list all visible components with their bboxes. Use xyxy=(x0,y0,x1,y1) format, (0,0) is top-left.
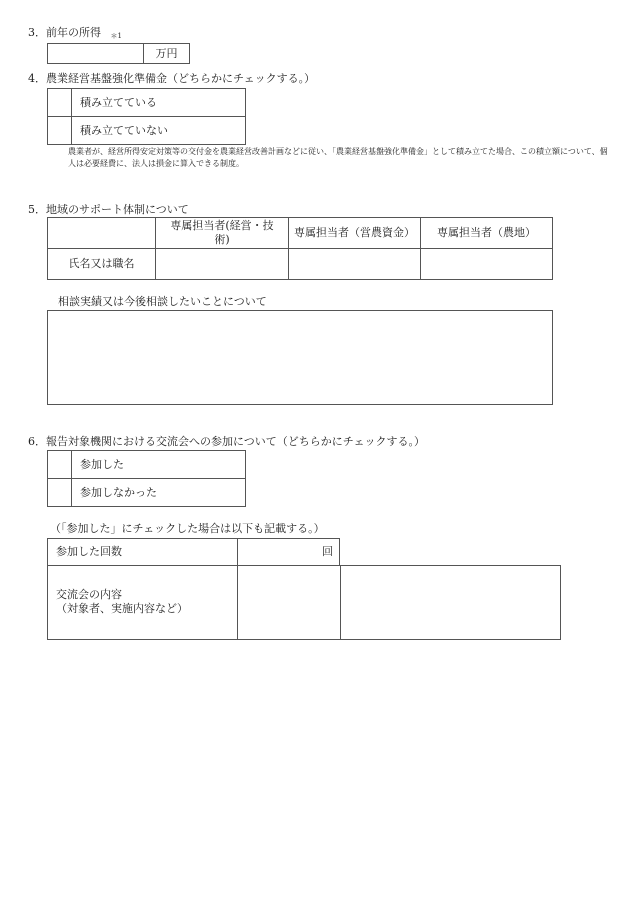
support-name-farmland-input[interactable] xyxy=(420,248,553,280)
reserve-yes-checkbox[interactable] xyxy=(47,88,72,117)
footnote-marker: ＊1 xyxy=(110,32,122,40)
support-header-blank xyxy=(47,217,156,249)
section-5-title: 5．地域のサポート体制について xyxy=(28,203,189,216)
exchange-no-checkbox[interactable] xyxy=(47,478,72,507)
support-name-management-input[interactable] xyxy=(155,248,289,280)
exchange-yes-label: 参加した xyxy=(71,450,246,479)
income-unit: 万円 xyxy=(143,43,190,64)
exchange-content-input-1[interactable] xyxy=(237,565,341,640)
support-header-farmland: 専属担当者（農地） xyxy=(420,217,553,249)
income-input[interactable] xyxy=(47,43,144,64)
reserve-no-checkbox[interactable] xyxy=(47,116,72,145)
exchange-count-input[interactable] xyxy=(237,538,340,566)
section-4-title: 4．農業経営基盤強化準備金（どちらかにチェックする。） xyxy=(28,72,316,85)
support-name-finance-input[interactable] xyxy=(288,248,421,280)
exchange-count-unit: 回 xyxy=(322,545,333,558)
exchange-count-label: 参加した回数 xyxy=(47,538,238,566)
reserve-no-label: 積み立てていない xyxy=(71,116,246,145)
exchange-yes-checkbox[interactable] xyxy=(47,450,72,479)
exchange-content-label: 交流会の内容 （対象者、実施内容など） xyxy=(47,565,238,640)
consult-label: 相談実績又は今後相談したいことについて xyxy=(58,295,267,308)
exchange-no-label: 参加しなかった xyxy=(71,478,246,507)
reserve-yes-label: 積み立てている xyxy=(71,88,246,117)
consult-textarea[interactable] xyxy=(47,310,553,405)
support-header-management: 専属担当者(経営・技術) xyxy=(155,217,289,249)
section-6-title: 6．報告対象機関における交流会への参加について（どちらかにチェックする。） xyxy=(28,435,425,448)
section-3-title: 3．前年の所得 ＊1 xyxy=(28,26,122,40)
support-row-label: 氏名又は職名 xyxy=(47,248,156,280)
reserve-description: 農業者が、経営所得安定対策等の交付金を農業経営改善計画などに従い、「農業経営基盤強化準備金」として積み立てた場合、この積立額について、個人は必要経費に、法人は損金に算入できる制度。 xyxy=(68,147,608,168)
support-header-finance: 専属担当者（営農資金） xyxy=(288,217,421,249)
exchange-note: （「参加した」にチェックした場合は以下も記載する。） xyxy=(50,522,325,535)
exchange-content-input-2[interactable] xyxy=(340,565,561,640)
